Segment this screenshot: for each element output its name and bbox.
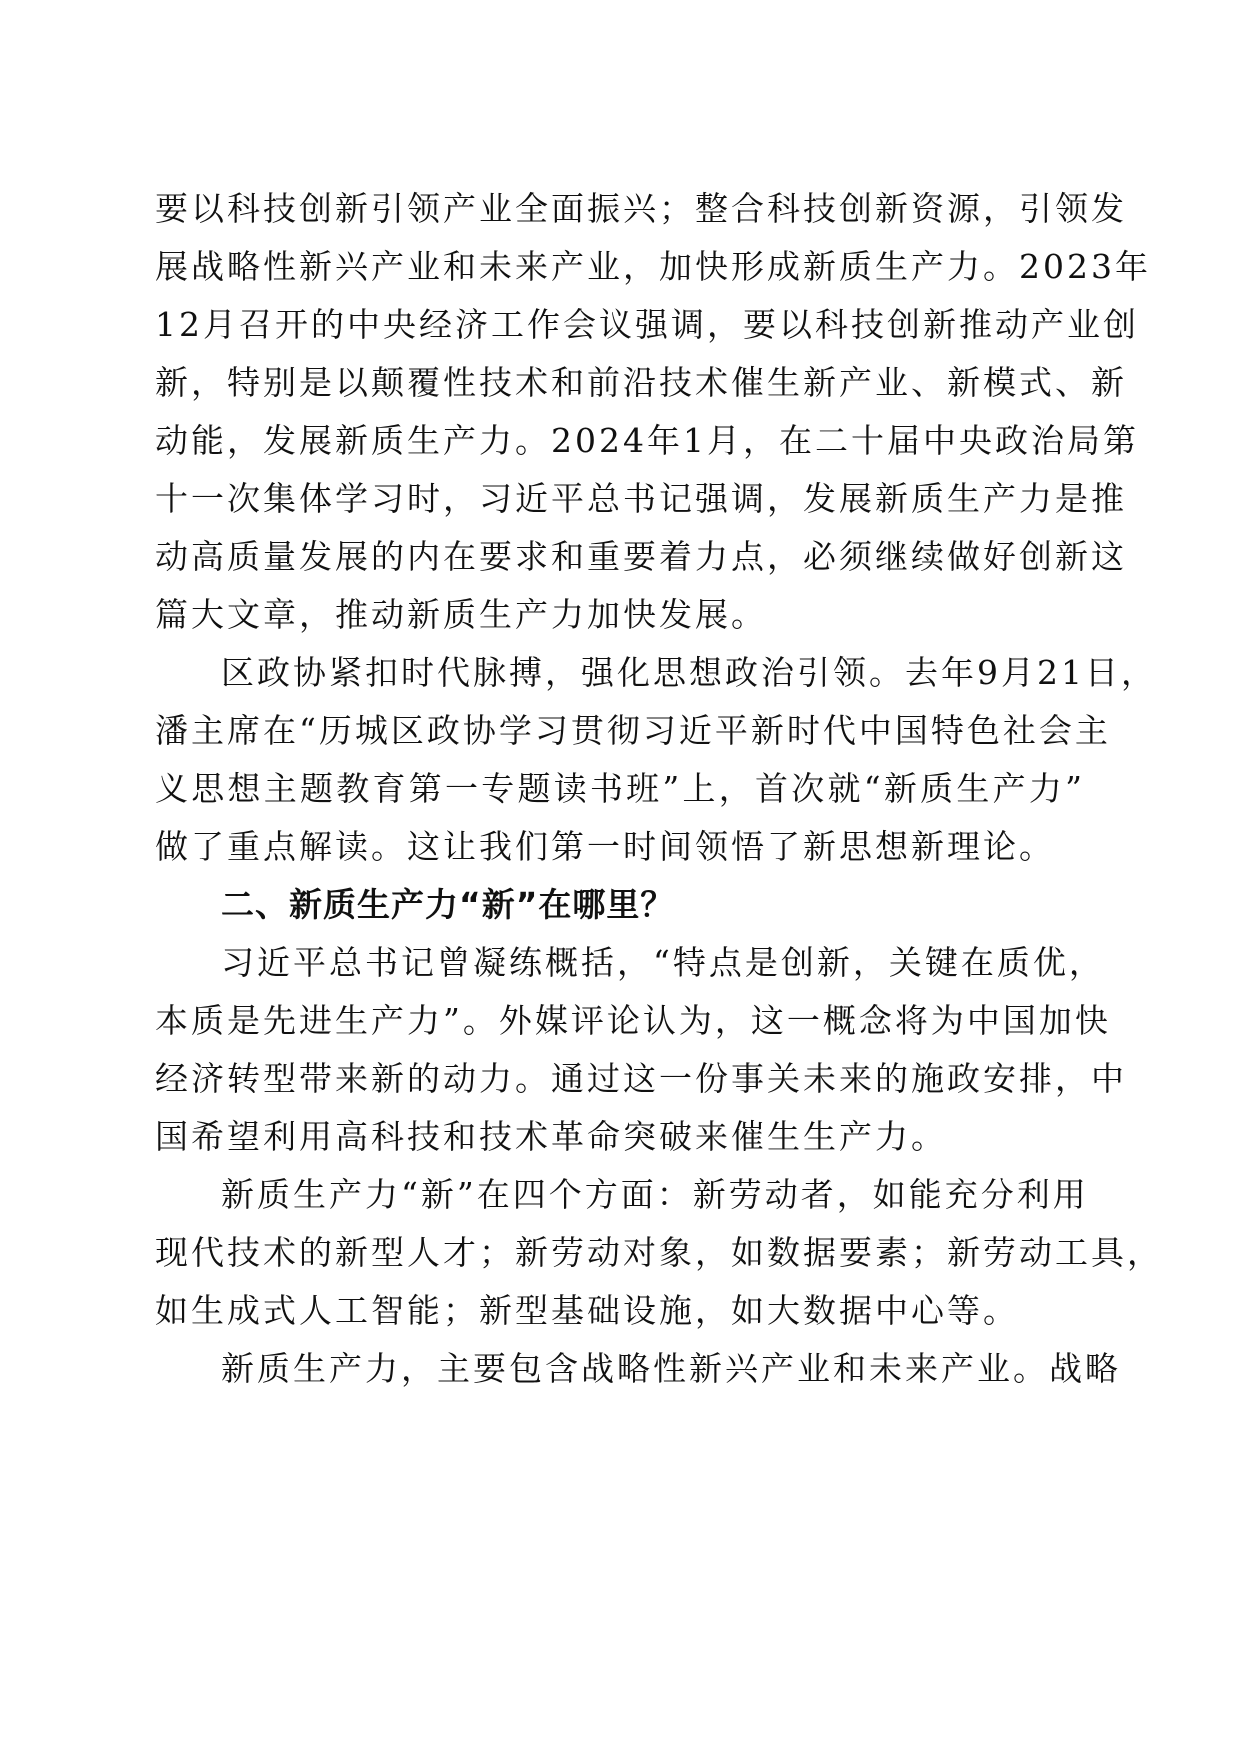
- body-text-line: 动能，发展新质生产力。2024年1月，在二十届中央政治局第: [155, 421, 1139, 460]
- body-text-line: 篇大文章，推动新质生产力加快发展。: [155, 595, 767, 634]
- body-text-line: 经济转型带来新的动力。通过这一份事关未来的施政安排，中: [155, 1059, 1127, 1098]
- body-text-line: 十一次集体学习时，习近平总书记强调，发展新质生产力是推: [155, 479, 1127, 518]
- body-text-line: 义思想主题教育第一专题读书班”上，首次就“新质生产力”: [155, 769, 1085, 808]
- paragraph-start-line: 区政协紧扣时代脉搏，强化思想政治引领。去年9月21日，: [221, 653, 1157, 692]
- body-text-line: 展战略性新兴产业和未来产业，加快形成新质生产力。2023年: [155, 247, 1151, 286]
- paragraph-start-line: 新质生产力“新”在四个方面：新劳动者，如能充分利用: [221, 1175, 1089, 1214]
- body-text-line: 动高质量发展的内在要求和重要着力点，必须继续做好创新这: [155, 537, 1127, 576]
- body-text-line: 要以科技创新引领产业全面振兴；整合科技创新资源，引领发: [155, 189, 1127, 228]
- section-heading: 二、新质生产力“新”在哪里？: [221, 885, 675, 924]
- body-text-line: 国希望利用高科技和技术革命突破来催生生产力。: [155, 1117, 947, 1156]
- body-text-line: 本质是先进生产力”。外媒评论认为，这一概念将为中国加快: [155, 1001, 1111, 1040]
- body-text-line: 新，特别是以颠覆性技术和前沿技术催生新产业、新模式、新: [155, 363, 1127, 402]
- body-text-line: 如生成式人工智能；新型基础设施，如大数据中心等。: [155, 1291, 1019, 1330]
- body-text-line: 12月召开的中央经济工作会议强调，要以科技创新推动产业创: [155, 305, 1139, 344]
- body-text-line: 做了重点解读。这让我们第一时间领悟了新思想新理论。: [155, 827, 1055, 866]
- body-text-line: 现代技术的新型人才；新劳动对象，如数据要素；新劳动工具，: [155, 1233, 1163, 1272]
- document-body: [155, 180, 1163, 1398]
- paragraph-start-line: 新质生产力，主要包含战略性新兴产业和未来产业。战略: [221, 1349, 1121, 1388]
- body-text-line: 潘主席在“历城区政协学习贯彻习近平新时代中国特色社会主: [155, 711, 1111, 750]
- paragraph-start-line: 习近平总书记曾凝练概括，“特点是创新，关键在质优，: [221, 943, 1105, 982]
